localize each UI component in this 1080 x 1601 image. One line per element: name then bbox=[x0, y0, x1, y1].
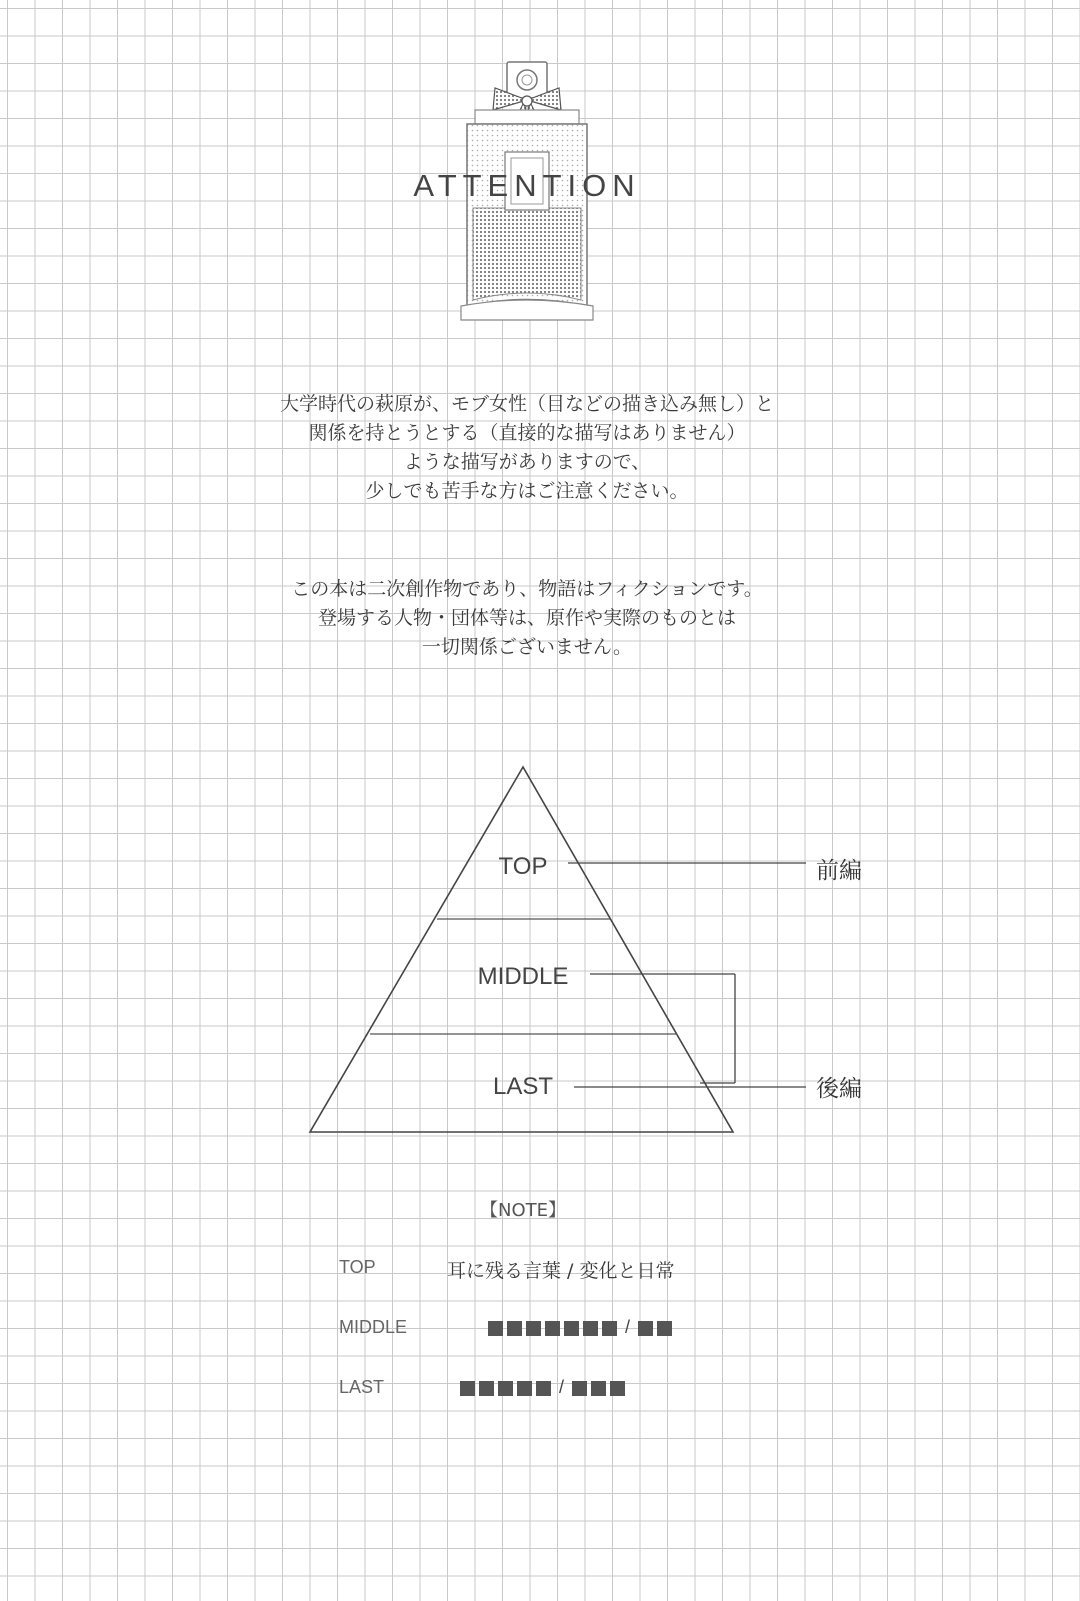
disclaimer-line: この本は二次創作物であり、物語はフィクションです。 bbox=[291, 578, 763, 600]
note-label-last: LAST bbox=[339, 1377, 385, 1397]
note-value-middle bbox=[488, 1316, 676, 1339]
note-value-last bbox=[460, 1376, 629, 1399]
disclaimer-line: 登場する人物・団体等は、原作や実際のものとは bbox=[317, 607, 736, 629]
redacted-block bbox=[488, 1317, 621, 1339]
pyramid-level-middle: MIDDLE bbox=[477, 963, 569, 990]
redacted-block bbox=[638, 1317, 676, 1339]
warning-line: ような描写がありますので、 bbox=[403, 451, 651, 473]
note-separator: / bbox=[625, 1317, 631, 1337]
note-separator: / bbox=[559, 1377, 565, 1397]
warning-line: 少しでも苦手な方はご注意ください。 bbox=[365, 480, 689, 502]
redacted-block bbox=[572, 1377, 629, 1399]
note-label-top: TOP bbox=[339, 1257, 376, 1277]
page-title: ATTENTION bbox=[413, 168, 641, 203]
label-second-part: 後編 bbox=[816, 1076, 862, 1102]
pyramid-level-top: TOP bbox=[498, 853, 548, 880]
pyramid-level-last: LAST bbox=[492, 1073, 554, 1100]
warning-line: 大学時代の萩原が、モブ女性（目などの描き込み無し）と bbox=[279, 393, 774, 415]
note-label-middle: MIDDLE bbox=[339, 1317, 408, 1337]
redacted-block bbox=[460, 1377, 555, 1399]
label-first-part: 前編 bbox=[816, 858, 862, 884]
warning-line: 関係を持とうとする（直接的な描写はありません） bbox=[308, 422, 746, 444]
disclaimer-line: 一切関係ございません。 bbox=[421, 636, 633, 658]
note-value-top: 耳に残る言葉 / 変化と日常 bbox=[447, 1260, 675, 1282]
note-heading: 【NOTE】 bbox=[479, 1200, 566, 1221]
